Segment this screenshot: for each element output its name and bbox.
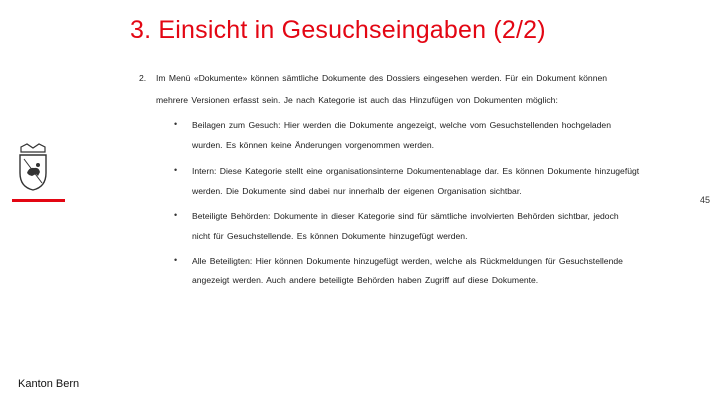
bullet-symbol: • xyxy=(174,255,178,265)
bullet-1-line-1: Beilagen zum Gesuch: Hier werden die Dokumente angezeigt, welche vom Gesuchstellenden hochgeladen xyxy=(192,120,611,130)
bullet-4-line-2: angezeigt werden. Auch andere beteiligte Behörden haben Zugriff auf diese Dokumente. xyxy=(192,275,539,285)
bullet-symbol: • xyxy=(174,119,178,129)
slide-title: 3. Einsicht in Gesuchseingaben (2/2) xyxy=(130,16,546,44)
bullet-4-line-1: Alle Beteiligten: Hier können Dokumente hinzugefügt werden, welche als Rückmeldungen für Gesuchstellende xyxy=(192,256,623,266)
bullet-1-line-2: wurden. Es können keine Änderungen vorgenommen werden. xyxy=(192,140,435,150)
bullet-3-line-2: nicht für Gesuchstellende. Es können Dokumente hinzugefügt werden. xyxy=(192,231,468,241)
bullet-symbol: • xyxy=(174,165,178,175)
intro-line-1: Im Menü «Dokumente» können sämtliche Dokumente des Dossiers eingesehen werden. Für ein Dokument können xyxy=(156,73,608,83)
page-number: 45 xyxy=(699,195,710,205)
bullet-3-line-1: Beteiligte Behörden: Dokumente in dieser Kategorie sind für sämtliche involvierten Behörden sichtbar, jedoch xyxy=(192,211,619,221)
intro-line-2: mehrere Versionen erfasst sein. Je nach Kategorie ist auch das Hinzufügen von Dokumenten möglich: xyxy=(156,95,558,105)
intro-number: 2. xyxy=(139,73,147,83)
bullet-symbol: • xyxy=(174,210,178,220)
bullet-2-line-1: Intern: Diese Kategorie stellt eine organisationsinterne Dokumentenablage dar. Es können Dokumente hinzugefügt xyxy=(192,166,640,176)
footer-label: Kanton Bern xyxy=(18,378,80,390)
bullet-2-line-2: werden. Die Dokumente sind dabei nur innerhalb der eigenen Organisation sichtbar. xyxy=(192,186,522,196)
